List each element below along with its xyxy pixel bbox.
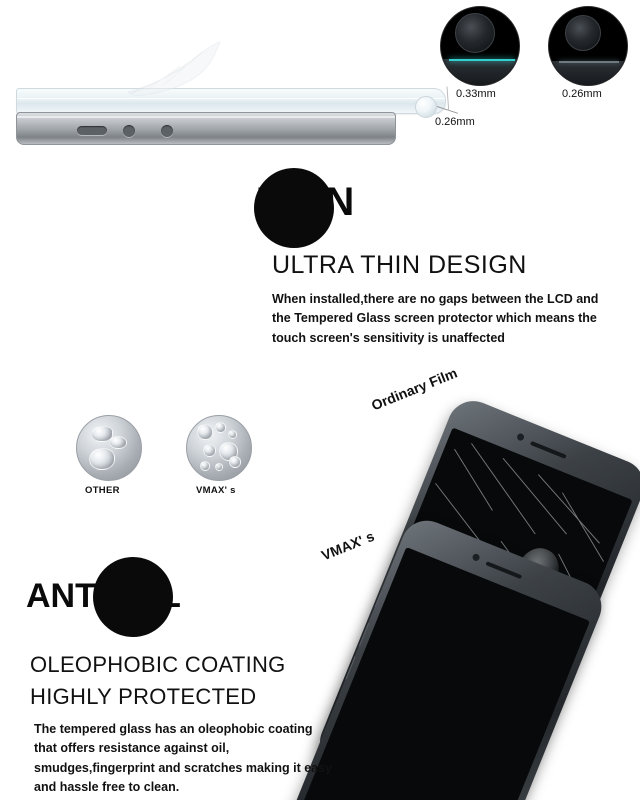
macro-photo-026mm [548, 6, 628, 86]
speaker-hole-left [123, 125, 135, 137]
front-camera [472, 553, 481, 562]
oil-bead [200, 461, 210, 471]
speaker-hole-right [161, 125, 173, 137]
droplet-sample-vmax [186, 415, 252, 481]
macro-edge-glow [449, 59, 515, 61]
oil-bead [203, 444, 216, 457]
droplet-caption-other: OTHER [85, 485, 120, 496]
dock-port [77, 126, 107, 135]
glass-edge-droplet [415, 96, 437, 118]
thickness-callout-label: 0.26mm [435, 116, 475, 128]
highly-protected-heading: HIGHLY PROTECTED [30, 684, 257, 709]
oleophobic-paragraph: The tempered glass has an oleophobic coating that offers resistance against oil, smudges,fingerprint and scratches making it easy and hassle free to clean. [34, 722, 333, 795]
droplet-sample-other [76, 415, 142, 481]
macro-lens-ring [455, 13, 495, 53]
macro-lens-ring [565, 15, 601, 51]
oil-bead [229, 456, 241, 468]
ultra-thin-paragraph: When installed,there are no gaps between the LCD and the Tempered Glass screen protector which means the touch screen's sensitivity is unaffected [272, 292, 599, 345]
phone-bottom-edge [16, 112, 396, 145]
oil-smear-shape [109, 436, 127, 449]
macro-edge-glow [559, 61, 619, 63]
droplet-caption-vmax: VMAX' s [196, 485, 236, 496]
tempered-glass-sheet [16, 88, 446, 114]
front-camera [516, 433, 525, 442]
macro-caption-right: 0.26mm [562, 88, 602, 100]
oil-bead [228, 430, 237, 439]
macro-glass-slab [441, 59, 520, 86]
macro-photo-033mm [440, 6, 520, 86]
feather-icon [120, 40, 230, 100]
photo-label-vmax: VMAX' s [319, 527, 377, 564]
oil-bead [215, 422, 226, 433]
earpiece-speaker [530, 441, 567, 459]
leader-line-macro-left [447, 86, 450, 110]
photo-label-ordinary-film: Ordinary Film [369, 364, 460, 414]
oil-smear-shape [89, 448, 115, 470]
oil-bead [197, 424, 213, 440]
oleophobic-heading: OLEOPHOBIC COATING [30, 652, 286, 677]
macro-glass-slab [549, 61, 628, 86]
ultra-thin-heading: ULTRA THIN DESIGN [272, 251, 527, 279]
macro-caption-left: 0.33mm [456, 88, 496, 100]
earpiece-speaker [485, 561, 522, 579]
antioil-badge-word: ANTI–OIL [26, 577, 181, 615]
oil-bead [215, 463, 223, 471]
thin-badge-word: THIN [258, 180, 356, 224]
